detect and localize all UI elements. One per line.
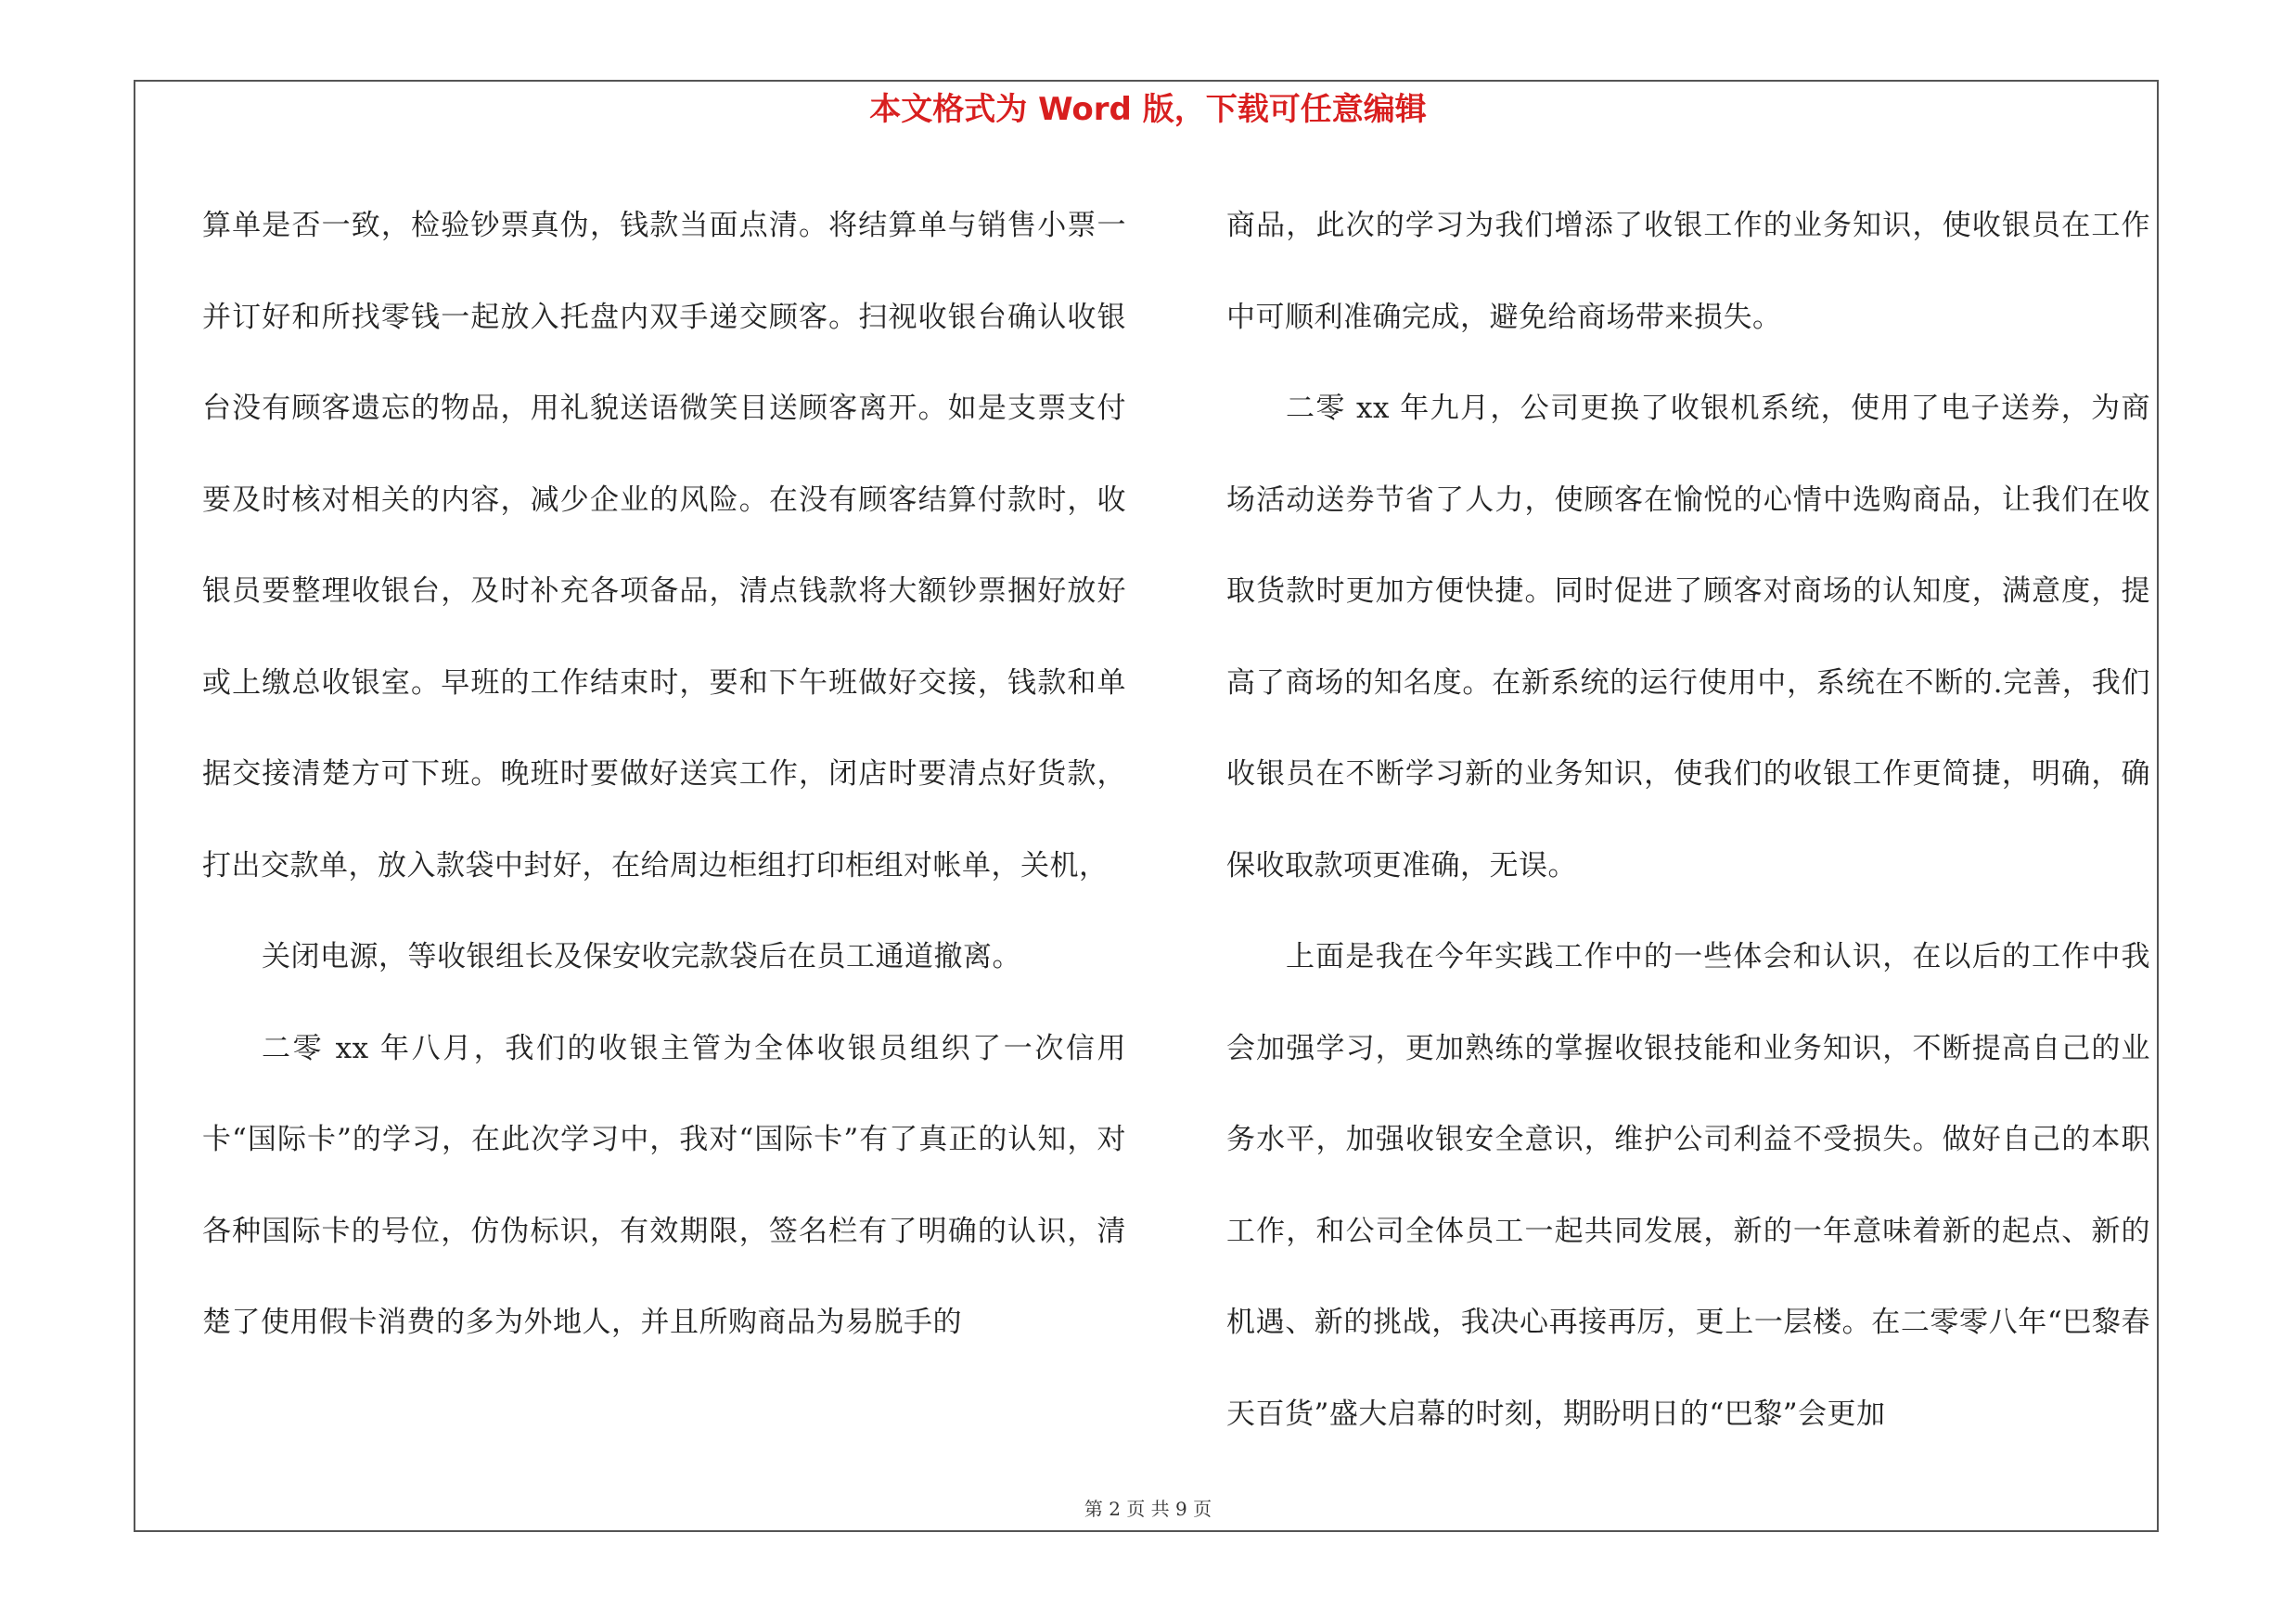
paragraph: 二零 xx 年九月，公司更换了收银机系统，使用了电子送券，为商场活动送券节省了人力，使顾客在愉悦的心情中选购商品，让我们在收取货款时更加方便快捷。同时促进了顾客对商场的认知度，满意度，提高了商场的知名度。在新系统的运行使用中，系统在不断的.完善，我们收银员在不断学习新的业务知识，使我们的收银工作更简捷，明确，确保收取款项更准确，无误。	[1226, 392, 2150, 882]
page-number: 第 2 页 共 9 页	[1084, 1498, 1212, 1520]
paragraph: 二零 xx 年八月，我们的收银主管为全体收银员组织了一次信用卡“国际卡”的学习，在此次学习中，我对“国际卡”有了真正的认知，对各种国际卡的号位，仿伪标识，有效期限，签名栏有了明确的认识，清楚了使用假卡消费的多为外地人，并且所购商品为易脱手的	[202, 1031, 1126, 1339]
paragraph: 关闭电源，等收银组长及保安收完款袋后在员工通道撤离。	[262, 940, 1021, 973]
paragraph: 商品，此次的学习为我们增添了收银工作的业务知识，使收银员在工作中可顺利准确完成，避免给商场带来损失。	[1226, 209, 2150, 334]
paragraph: 上面是我在今年实践工作中的一些体会和认识，在以后的工作中我会加强学习，更加熟练的掌握收银技能和业务知识，不断提高自己的业务水平，加强收银安全意识，维护公司利益不受损失。做好自己的本职工作，和公司全体员工一起共同发展，新的一年意味着新的起点、新的机遇、新的挑战，我决心再接再厉，更上一层楼。在二零零八年“巴黎春天百货”盛大启幕的时刻，期盼明日的“巴黎”会更加	[1226, 940, 2150, 1431]
paragraph: 算单是否一致，检验钞票真伪，钱款当面点清。将结算单与销售小票一并订好和所找零钱一起放入托盘内双手递交顾客。扫视收银台确认收银台没有顾客遗忘的物品，用礼貌送语微笑目送顾客离开。如是支票支付要及时核对相关的内容，减少企业的风险。在没有顾客结算付款时，收银员要整理收银台，及时补充各项备品，清点钱款将大额钞票捆好放好或上缴总收银室。早班的工作结束时，要和下午班做好交接，钱款和单据交接清楚方可下班。晚班时要做好送宾工作，闭店时要清点好货款，打出交款单，放入款袋中封好，在给周边柜组打印柜组对帐单，关机，	[202, 209, 1126, 882]
right-column	[1226, 180, 2150, 1460]
left-column	[202, 180, 1126, 1369]
format-banner: 本文格式为 Word 版，下载可任意编辑	[869, 91, 1427, 128]
